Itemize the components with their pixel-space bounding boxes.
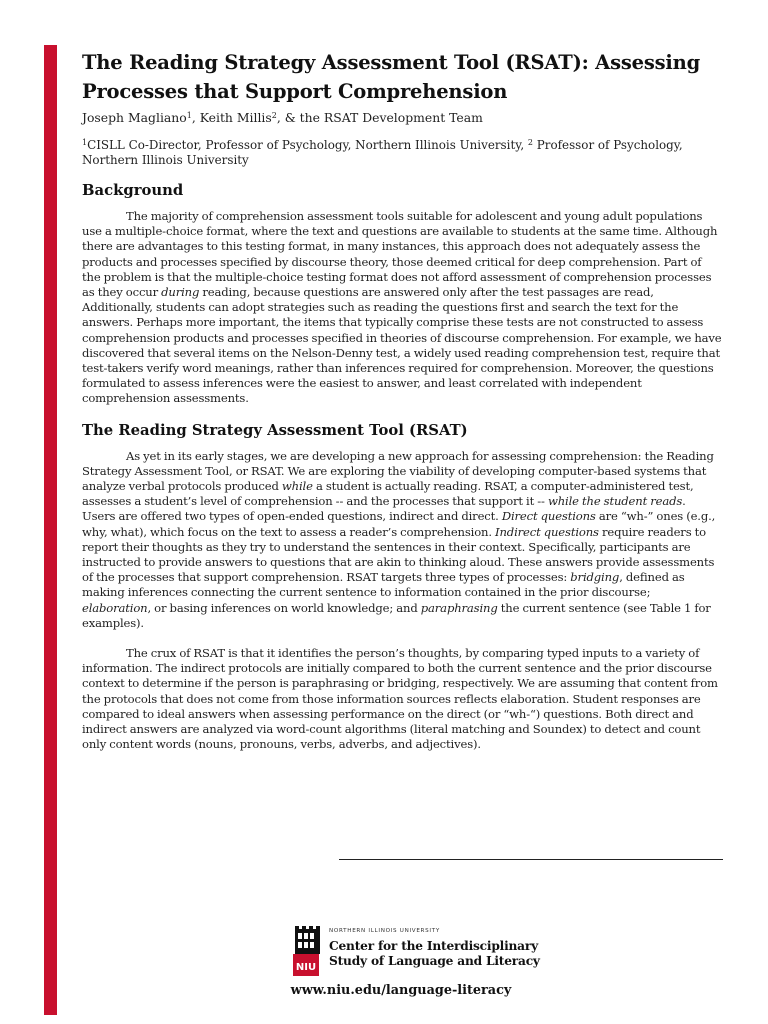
document-title: The Reading Strategy Assessment Tool (RSAT): Assessing Processes that Support Comprehension <box>82 51 701 103</box>
background-paragraph <box>82 209 722 407</box>
emphasis-run: during <box>161 285 200 300</box>
center-name-line-1: Center for the Interdisciplinary <box>329 939 538 953</box>
cisll-logo <box>291 926 540 976</box>
affil-note-2: 2 <box>527 138 534 147</box>
website-link[interactable]: www.niu.edu/language-literacy <box>290 983 512 998</box>
author-magliano: Joseph Magliano <box>82 110 187 125</box>
emphasis-run: paraphrasing <box>420 600 498 615</box>
rsat-paragraph-2: The crux of RSAT is that it identifies the person’s thoughts, by comparing typed inputs to a variety of information. The indirect protocols are initially compared to both the current sentence and the prior discourse context to determine if the person is paraphrasing or bridging, respectively. We are assuming that content from the protocols that does not come from those information sources reflects elaboration. Student responses are compared to ideal answers when assessing performance on the direct (or “wh-“) questions. Both direct and indirect answers are analyzed via word-count algorithms (literal matching and Soundex) to detect and count only content words (nouns, pronouns, verbs, adverbs, and adjectives). <box>82 646 718 752</box>
niu-castle-icon <box>291 926 321 976</box>
author-note-1: 1 <box>186 111 192 120</box>
author-team: , & the RSAT Development Team <box>276 110 483 125</box>
affil-text-1: CISLL Co-Director, Professor of Psychology, Northern Illinois University, <box>87 138 528 152</box>
text-run: , defined as making inferences connecting the current sentence to information contained in the prior discourse; <box>82 570 685 600</box>
text-run: are “wh-” ones (e.g., why, what), which focus on the text to assess a reader’s comprehension. <box>82 509 716 539</box>
affil-note-1: 1 <box>82 138 88 147</box>
text-run: , or basing inferences on world knowledge; and <box>147 600 421 615</box>
text-run: the current sentence (see Table 1 for examples). <box>82 600 711 630</box>
text-run: As yet in its early stages, we are developing a new approach for assessing comprehension: the Reading Strategy Assessment Tool, or RSAT. We are exploring the viability of developing computer-based systems that analyze verbal protocols produced <box>82 448 714 494</box>
affiliations <box>82 138 722 168</box>
text-run: a student is actually reading. RSAT, a computer-administered test, assesses a student’s level of comprehension -- and the processes that support it -- <box>82 479 694 509</box>
text-run: . Users are offered two types of open-ended questions, indirect and direct. <box>82 494 686 524</box>
author-millis: Keith Millis <box>199 110 272 125</box>
logo-mark-text: NIU <box>295 962 317 973</box>
background-heading: Background <box>82 182 184 199</box>
emphasis-run: bridging <box>570 570 620 585</box>
accent-bar <box>44 45 57 1015</box>
text-run: The majority of comprehension assessment tools suitable for adolescent and young adult populations use a multiple-choice format, where the text and questions are available to students at the same time. Although there are advantages to this testing format, in many instances, this approach does not adequately assess the products and processes specified by discourse theory, those deemed critical for deep comprehension. Part of the problem is that the multiple-choice testing format does not afford assessment of comprehension processes as they occur <box>82 209 718 300</box>
rsat-paragraph-1 <box>82 449 722 631</box>
emphasis-run: elaboration <box>82 600 148 615</box>
author-separator: , <box>191 110 200 125</box>
affil-text-2: Professor of Psychology, Northern Illinois University <box>82 138 683 167</box>
document-body <box>82 48 722 768</box>
text-run: require readers to report their thoughts as they try to understand the sentences in their context. Specifically, participants are instructed to provide answers to questions that are akin to thinking aloud. These answers provide assessments of the processes that support comprehension. RSAT targets three types of processes: <box>82 524 715 585</box>
emphasis-run: Indirect questions <box>495 524 599 539</box>
author-note-2: 2 <box>271 111 277 120</box>
rsat-heading: The Reading Strategy Assessment Tool (RSAT) <box>82 421 468 439</box>
emphasis-run: Direct questions <box>501 509 596 524</box>
author-line <box>82 110 722 126</box>
text-run: reading, because questions are answered only after the test passages are read, Additionally, students can adopt strategies such as reading the questions first and search the text for the answers. Perhaps more important, the items that typically comprise these tests are not constructed to assess comprehension products and processes specified in theories of discourse comprehension. For example, we have discovered that several items on the Nelson-Denny test, a widely used reading comprehension test, require that test-takers verify word meanings, rather than inferences required for comprehension. Moreover, the questions formulated to assess inferences were the easiest to answer, and least correlated with independent comprehension assessments. <box>82 285 722 406</box>
emphasis-run: while the student reads <box>547 494 683 509</box>
university-name: NORTHERN ILLINOIS UNIVERSITY <box>329 928 440 934</box>
emphasis-run: while <box>281 479 313 494</box>
center-name-line-2: Study of Language and Literacy <box>329 954 540 968</box>
footer-rule <box>339 859 723 860</box>
